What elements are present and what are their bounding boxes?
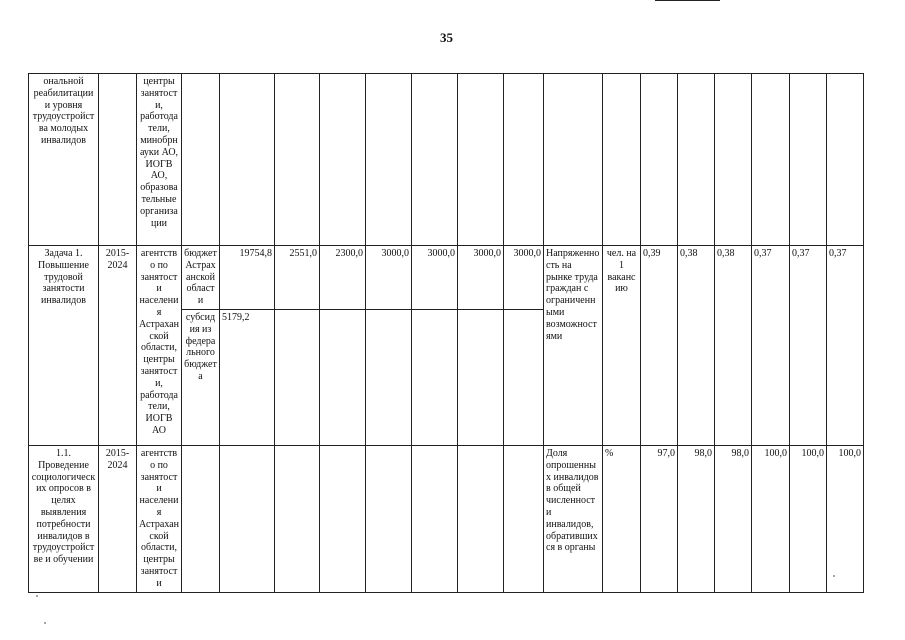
year-cell (275, 309, 320, 445)
top-rule (655, 0, 720, 1)
period-cell: 2015-2024 (99, 246, 137, 446)
unit-cell (603, 74, 641, 246)
year-cell (275, 74, 320, 246)
year-cell (275, 445, 320, 592)
year-cell: 3000,0 (458, 246, 504, 310)
value-cell: 100,0 (827, 445, 864, 592)
indicator-cell (544, 74, 603, 246)
unit-cell: % (603, 445, 641, 592)
table-row-task1 (29, 246, 864, 310)
value-cell: 97,0 (641, 445, 678, 592)
table-row-continuation (29, 74, 864, 246)
program-table (28, 73, 864, 593)
year-cell (458, 74, 504, 246)
year-cell (458, 309, 504, 445)
year-cell (412, 74, 458, 246)
year-cell: 3000,0 (366, 246, 412, 310)
value-cell (678, 74, 715, 246)
year-cell (366, 74, 412, 246)
executor-cell: центры занятости, работодатели, минобрнауки АО, ИОГВ АО, образовательные организации (137, 74, 182, 246)
source-cell (182, 445, 220, 592)
item-name-cell: 1.1. Проведение социологических опросов в целях выявления потребности инвалидов в трудоустройстве и обучении (29, 445, 99, 592)
value-cell: 0,38 (715, 246, 752, 446)
period-cell (99, 74, 137, 246)
total-cell: 5179,2 (220, 309, 275, 445)
goal-cell: ональной реабилитации и уровня трудоустройства молодых инвалидов (29, 74, 99, 246)
year-cell: 3000,0 (412, 246, 458, 310)
scan-speck (36, 595, 38, 597)
value-cell: 0,37 (827, 246, 864, 446)
value-cell: 0,37 (752, 246, 790, 446)
source-cell: бюджет Астраханской области (182, 246, 220, 310)
value-cell (641, 74, 678, 246)
year-cell (320, 309, 366, 445)
year-cell (504, 309, 544, 445)
value-cell: 98,0 (715, 445, 752, 592)
period-cell: 2015-2024 (99, 445, 137, 592)
year-cell (320, 74, 366, 246)
year-cell (504, 445, 544, 592)
value-cell: 0,38 (678, 246, 715, 446)
page-number: 35 (440, 30, 453, 45)
year-cell: 3000,0 (504, 246, 544, 310)
year-cell (412, 445, 458, 592)
total-cell (220, 445, 275, 592)
total-cell (220, 74, 275, 246)
source-cell (182, 74, 220, 246)
value-cell (752, 74, 790, 246)
year-cell (366, 309, 412, 445)
value-cell (715, 74, 752, 246)
scan-speck (44, 622, 46, 624)
year-cell (412, 309, 458, 445)
year-cell: 2551,0 (275, 246, 320, 310)
executor-cell: агентство по занятости населения Астраханской области, центры занятости (137, 445, 182, 592)
total-cell: 19754,8 (220, 246, 275, 310)
unit-cell: чел. на 1 вакансию (603, 246, 641, 446)
year-cell (504, 74, 544, 246)
value-cell: 98,0 (678, 445, 715, 592)
year-cell (320, 445, 366, 592)
year-cell (458, 445, 504, 592)
table-row-item-1-1 (29, 445, 864, 592)
value-cell: 100,0 (790, 445, 827, 592)
value-cell: 0,37 (790, 246, 827, 446)
scan-speck (833, 575, 835, 577)
source-cell: субсидия из федерального бюджета (182, 309, 220, 445)
task-name-cell: Задача 1. Повышение трудовой занятости инвалидов (29, 246, 99, 446)
value-cell (790, 74, 827, 246)
value-cell (827, 74, 864, 246)
indicator-cell: Напряженность на рынке труда граждан с ограниченными возможностями (544, 246, 603, 446)
indicator-cell: Доля опрошенных инвалидов в общей численности инвалидов, обратившихся в органы (544, 445, 603, 592)
year-cell (366, 445, 412, 592)
year-cell: 2300,0 (320, 246, 366, 310)
value-cell: 100,0 (752, 445, 790, 592)
value-cell: 0,39 (641, 246, 678, 446)
executor-cell: агентство по занятости населения Астраханской области, центры занятости, работодатели, ИОГВ АО (137, 246, 182, 446)
